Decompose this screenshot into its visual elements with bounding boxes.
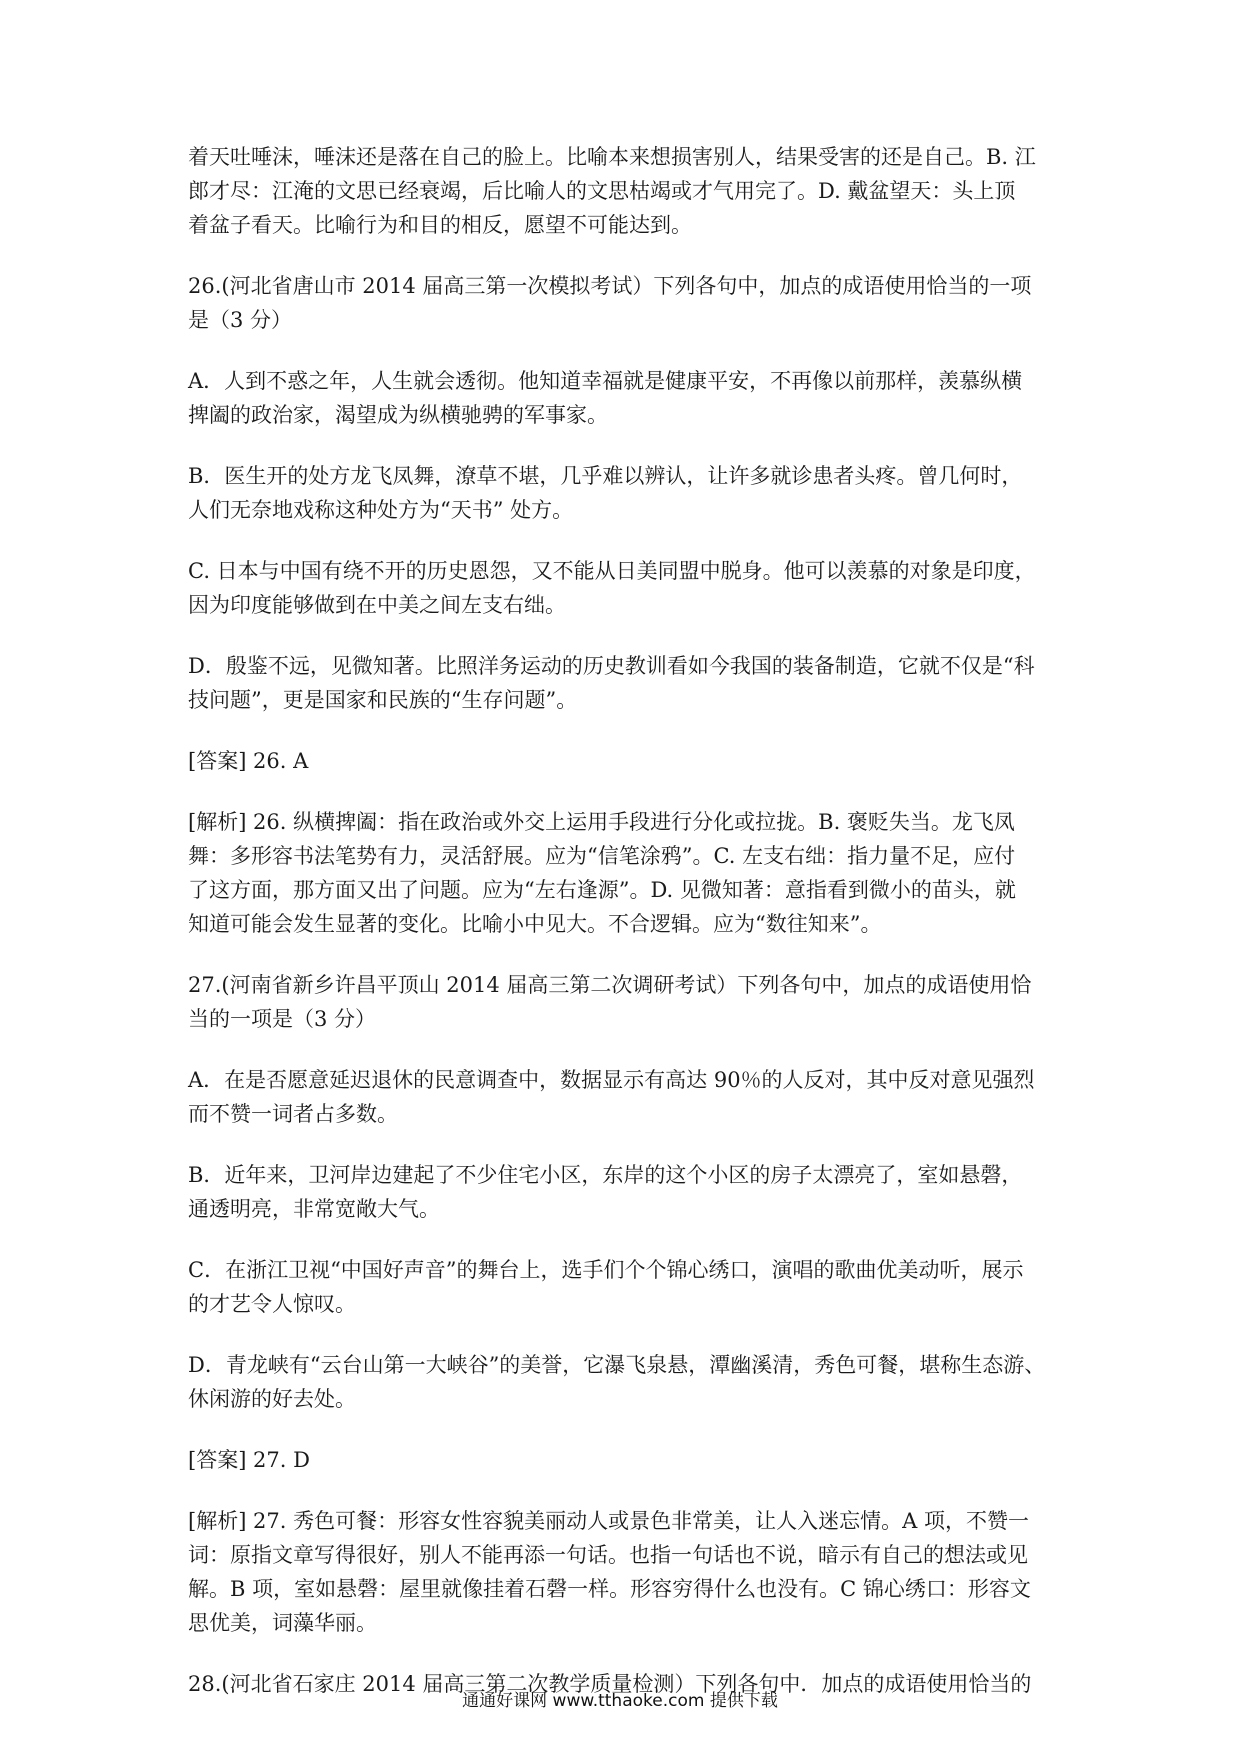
question-26-option-d — [188, 649, 1058, 717]
question-26-option-a — [188, 364, 1058, 432]
text-line: 人们无奈地戏称这种处方为“天书” 处方。 — [188, 498, 574, 522]
text-line: 当的一项是（3 分） — [188, 1007, 377, 1031]
text-line: B．医生开的处方龙飞凤舞，潦草不堪，几乎难以辨认，让许多就诊患者头疼。曾几何时， — [188, 464, 1023, 488]
text-line: C. 日本与中国有绕不开的历史恩怨，又不能从日美同盟中脱身。他可以羡慕的对象是印度， — [188, 559, 1036, 583]
text-line: B．近年来，卫河岸边建起了不少住宅小区，东岸的这个小区的房子太漂亮了，室如悬磬， — [188, 1163, 1023, 1187]
text-line: 知道可能会发生显著的变化。比喻小中见大。不合逻辑。应为“数往知来”。 — [188, 912, 882, 936]
question-27-stem — [188, 968, 1058, 1036]
question-27-option-c — [188, 1253, 1058, 1321]
page-footer: 通通好课网 www.tthaoke.com 提供下载 — [462, 1691, 778, 1711]
question-26-option-b — [188, 459, 1058, 527]
text-line: D．青龙峡有“云台山第一大峡谷”的美誉，它瀑飞泉悬，潭幽溪清，秀色可餐，堪称生态游、 — [188, 1353, 1046, 1377]
question-27-option-a — [188, 1063, 1058, 1131]
paragraph-intro — [188, 140, 1058, 242]
text-line: A．在是否愿意延迟退休的民意调查中，数据显示有高达 90％的人反对，其中反对意见强烈 — [188, 1068, 1035, 1092]
document-page — [188, 140, 1058, 1728]
text-line: 27.(河南省新乡许昌平顶山 2014 届高三第二次调研考试）下列各句中，加点的成语使用恰 — [188, 973, 1032, 997]
text-line: 思优美，词藻华丽。 — [188, 1611, 377, 1635]
text-line: 因为印度能够做到在中美之间左支右绌。 — [188, 593, 566, 617]
text-line: 休闲游的好去处。 — [188, 1387, 356, 1411]
text-line: 解。B 项，室如悬磬：屋里就像挂着石磬一样。形容穷得什么也没有。C 锦心绣口：形容文 — [188, 1577, 1031, 1601]
text-line: 的才艺令人惊叹。 — [188, 1292, 356, 1316]
text-line: 28.(河北省石家庄 2014 届高三第二次教学质量检测）下列各句中．加点的成语使用恰当的 — [188, 1672, 1032, 1696]
text-line: C．在浙江卫视“中国好声音”的舞台上，选手们个个锦心绣口，演唱的歌曲优美动听，展示 — [188, 1258, 1024, 1282]
text-line: 通透明亮，非常宽敞大气。 — [188, 1197, 440, 1221]
text-line: 是（3 分） — [188, 308, 293, 332]
text-line: 技问题”，更是国家和民族的“生存问题”。 — [188, 688, 578, 712]
text-line: 着盆子看天。比喻行为和目的相反，愿望不可能达到。 — [188, 213, 692, 237]
question-27-answer — [188, 1443, 1058, 1477]
text-line: [答案] 26. A — [188, 749, 309, 773]
question-27-option-d — [188, 1348, 1058, 1416]
text-line: 着天吐唾沫，唾沫还是落在自己的脸上。比喻本来想损害别人，结果受害的还是自己。B. 江 — [188, 145, 1036, 169]
question-26-option-c — [188, 554, 1058, 622]
text-line: 舞：多形容书法笔势有力，灵活舒展。应为“信笔涂鸦”。C. 左支右绌：指力量不足，应付 — [188, 844, 1016, 868]
text-line: [答案] 27. D — [188, 1448, 310, 1472]
text-line: 词：原指文章写得很好，别人不能再添一句话。也指一句话也不说，暗示有自己的想法或见 — [188, 1543, 1028, 1567]
text-line: [解析] 26. 纵横捭阖：指在政治或外交上运用手段进行分化或拉拢。B. 褒贬失当。龙飞凤 — [188, 810, 1015, 834]
text-line: 郎才尽：江淹的文思已经衰竭，后比喻人的文思枯竭或才气用完了。D. 戴盆望天：头上顶 — [188, 179, 1016, 203]
question-26-stem — [188, 269, 1058, 337]
question-26-explanation — [188, 805, 1058, 941]
question-27-option-b — [188, 1158, 1058, 1226]
question-26-answer — [188, 744, 1058, 778]
text-line: A．人到不惑之年，人生就会透彻。他知道幸福就是健康平安，不再像以前那样，羡慕纵横 — [188, 369, 1023, 393]
text-line: 26.(河北省唐山市 2014 届高三第一次模拟考试）下列各句中，加点的成语使用恰当的一项 — [188, 274, 1032, 298]
text-line: [解析] 27. 秀色可餐：形容女性容貌美丽动人或景色非常美，让人入迷忘情。A 项，不赞一 — [188, 1509, 1029, 1533]
text-line: 捭阖的政治家，渴望成为纵横驰骋的军事家。 — [188, 403, 608, 427]
text-line: 了这方面，那方面又出了问题。应为“左右逢源”。D. 见微知著：意指看到微小的苗头，就 — [188, 878, 1016, 902]
text-line: 而不赞一词者占多数。 — [188, 1102, 398, 1126]
text-line: D．殷鉴不远，见微知著。比照洋务运动的历史教训看如今我国的装备制造，它就不仅是“科 — [188, 654, 1035, 678]
question-27-explanation — [188, 1504, 1058, 1640]
